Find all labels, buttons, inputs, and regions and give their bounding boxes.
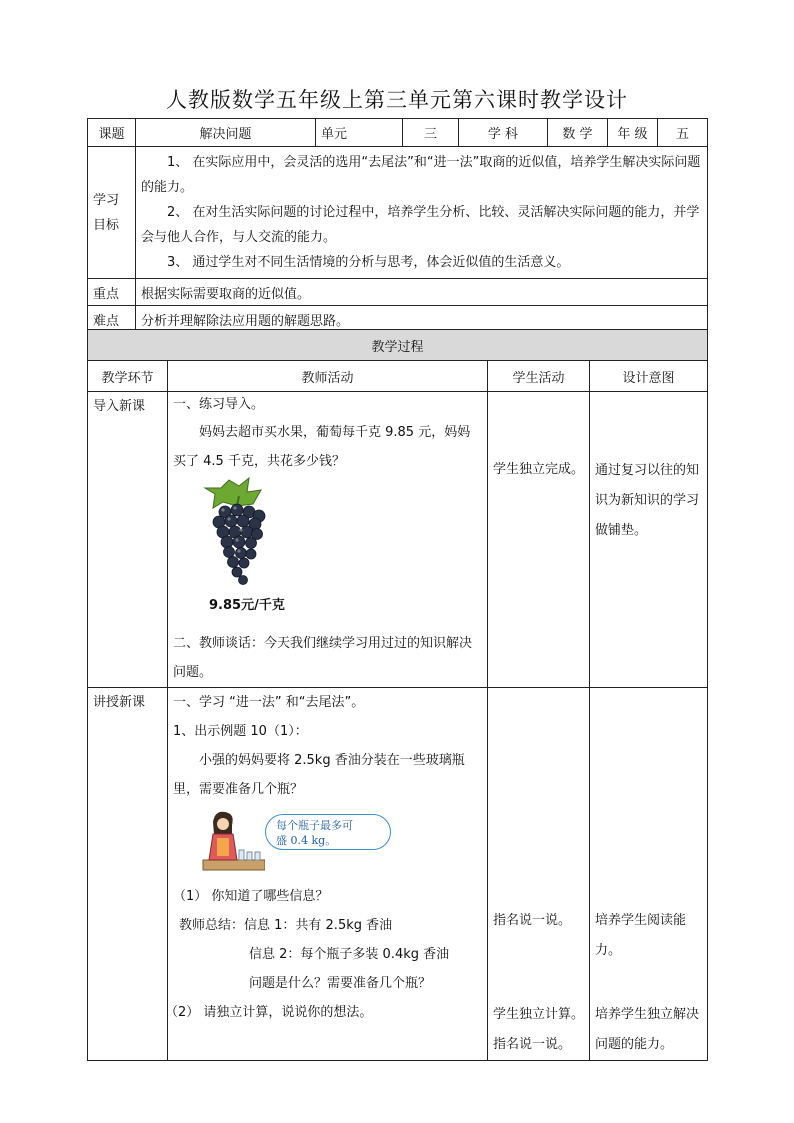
unit-value: 三 [403,119,459,147]
subject-label: 学 科 [459,119,548,147]
girl-pouring-oil-icon [199,810,265,874]
intro-stage: 导入新课 [88,392,168,688]
objective-item-1: 1、 在实际应用中，会灵活的选用“去尾法”和“进一法”取商的近似值，培养学生解决实际问题的能力。 [141,155,701,195]
grape-price-caption: 9.85元/千克 [209,598,285,613]
lecture-stage: 讲授新课 [88,688,168,1061]
grape-icon [199,476,289,594]
objectives-label [88,147,136,279]
unit-label: 单元 [316,119,403,147]
difficulty-label: 难点 [88,306,136,333]
bubble-line-1: 每个瓶子最多可 [276,819,353,832]
lecture-student-3: 指名说一说。 [493,1037,572,1052]
objectives-label-1: 学习 [93,192,120,208]
key-point-text: 根据实际需要取商的近似值。 [136,279,708,306]
difficulty-text: 分析并理解除法应用题的解题思路。 [136,306,708,333]
intro-intent: 通过复习以往的知识为新知识的学习做铺垫。 [590,392,708,688]
intro-student: 学生独立完成。 [488,392,590,688]
lecture-intent-2: 培养学生独立解决问题的能力。 [595,1007,700,1052]
topic-value: 解决问题 [136,119,316,147]
lecture-intent-1: 培养学生阅读能力。 [595,913,687,958]
intro-line-1: 一、练习导入。 [173,397,265,412]
objectives-label-2: 目标 [93,217,120,233]
intro-line-2: 妈妈去超市买水果，葡萄每千克 9.85 元，妈妈买了 4.5 千克，共花多少钱？ [173,425,471,469]
lecture-student [488,688,590,1061]
lecture-row [88,688,708,1061]
intro-talk: 二、教师谈话：今天我们继续学习用过过的知识解决问题。 [173,636,473,680]
col-header-teacher: 教师活动 [168,361,488,392]
bottle-capacity-bubble [265,814,391,850]
page-title: 人教版数学五年级上第三单元第六课时教学设计 [166,88,628,112]
objective-item-3: 3、 通过学生对不同生活情境的分析与思考，体会近似值的生活意义。 [167,255,570,270]
column-header-row [88,361,708,392]
teaching-process-table [87,329,708,1061]
objectives-content [136,147,708,279]
col-header-student: 学生活动 [488,361,590,392]
lecture-student-2: 学生独立计算。 [493,1007,585,1022]
objectives-row [88,147,708,279]
objective-item-2: 2、 在对生活实际问题的讨论过程中，培养学生分析、比较、灵活解决实际问题的能力，并学会与他人合作，与人交流的能力。 [141,205,700,245]
lecture-line-1: 一、学习 “进一法” 和“去尾法”。 [173,695,365,710]
teacher-summary-2: 信息 2：每个瓶子多装 0.4kg 香油 [249,947,450,962]
lecture-student-1: 指名说一说。 [493,913,572,928]
teacher-summary-3: 问题是什么？需要准备几个瓶？ [249,976,432,991]
lecture-problem: 小强的妈妈要将 2.5kg 香油分装在一些玻璃瓶里，需要准备几个瓶？ [173,753,465,797]
lecture-teacher [165,688,488,1061]
teacher-summary-1: 教师总结：信息 1：共有 2.5kg 香油 [179,918,393,933]
girl-illustration [199,810,482,878]
grade-label: 年 级 [608,119,658,147]
col-header-stage: 教学环节 [88,361,168,392]
bubble-line-2: 盛 0.4 kg。 [276,834,337,847]
intro-row [88,392,708,688]
lesson-info-table [87,118,708,333]
info-row [88,119,708,147]
process-header: 教学过程 [88,330,708,361]
lecture-question-2: （2） 请独立计算，说说你的想法。 [165,1005,373,1020]
intro-teacher [168,392,488,688]
subject-value: 数 学 [548,119,608,147]
grape-image [199,476,482,594]
key-point-label: 重点 [88,279,136,306]
topic-label: 课题 [88,119,136,147]
key-point-row [88,279,708,306]
lecture-line-2: 1、出示例题 10（1）： [173,724,308,739]
process-header-row [88,330,708,361]
col-header-intent: 设计意图 [590,361,708,392]
lecture-question-1: （1） 你知道了哪些信息？ [173,889,329,904]
grade-value: 五 [658,119,708,147]
lecture-intent [590,688,708,1061]
